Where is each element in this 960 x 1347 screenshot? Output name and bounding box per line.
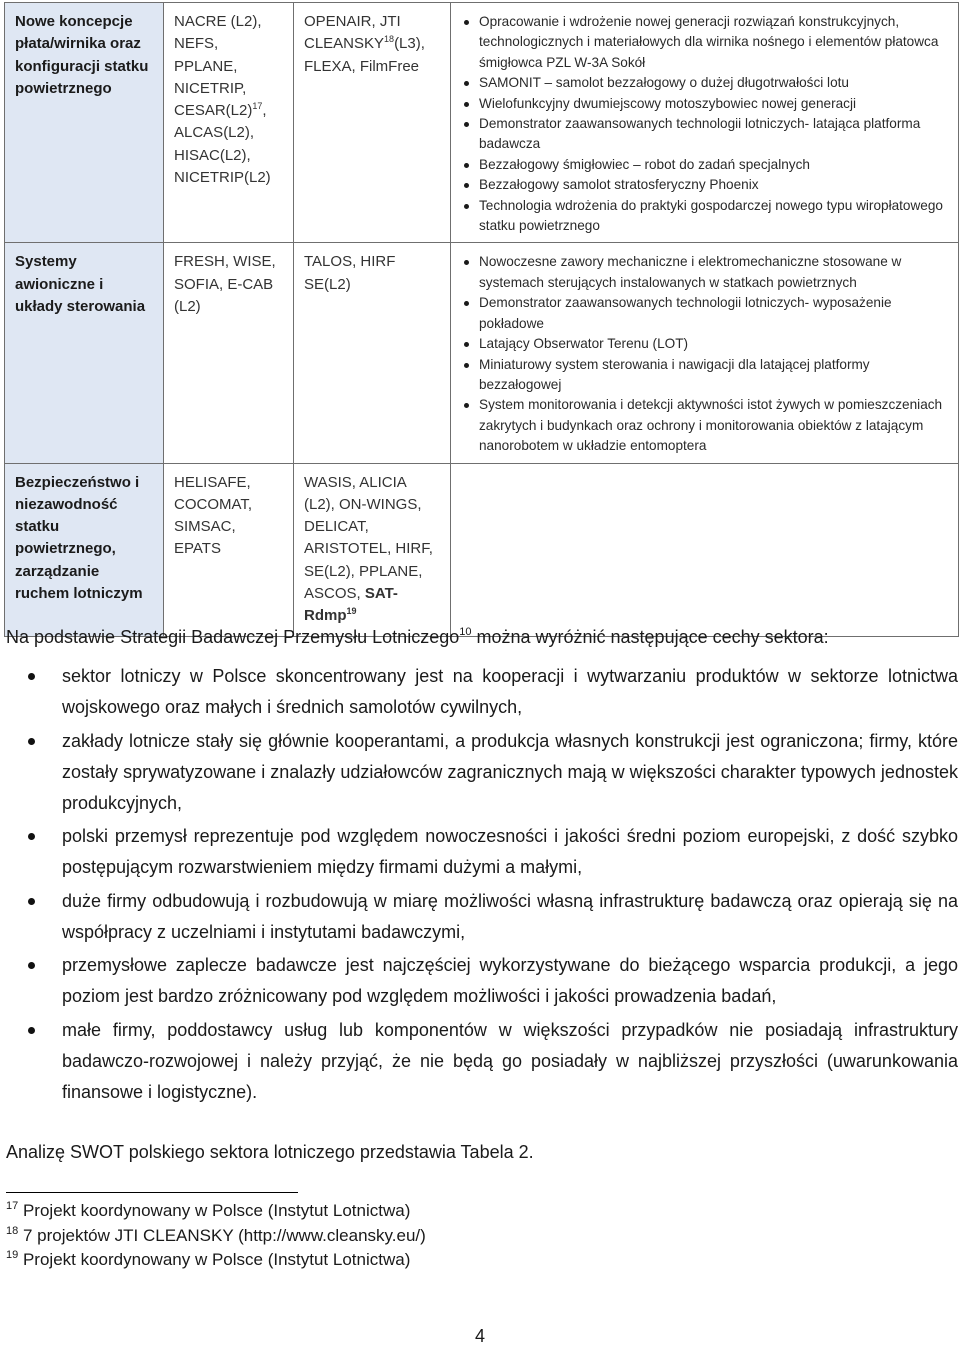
list-item: Technologia wdrożenia do praktyki gospodarczej nowego typu wiropłatowego statku powietrznego: [461, 196, 952, 237]
list-item: Wielofunkcyjny dwumiejscowy motoszybowiec nowej generacji: [461, 94, 952, 114]
list-item: małe firmy, poddostawcy usług lub komponentów w większości przypadków nie posiadają infrastruktury badawczo-rozwojowej i należy przyjąć, że nie będą go posiadały w najbliższej przyszłości (uwarunkowania finansowe i logistyczne).: [6, 1015, 958, 1108]
footnotes: [6, 1199, 906, 1273]
list-item: duże firmy odbudowują i rozbudowują w miarę możliwości własną infrastrukturę badawczą oraz opierają się na współpracy z uczelniami i instytutami badawczymi,: [6, 886, 958, 948]
footnote: $^{18}$ 7 projektów JTI CLEANSKY (http://www.cleansky.eu/): [6, 1224, 426, 1245]
national-projects-cell: [451, 3, 959, 243]
list-item: sektor lotniczy w Polsce skoncentrowany jest na kooperacji i wytwarzaniu produktów w sektorze lotnictwa wojskowego oraz małych i średnich samolotów cywilnych,: [6, 661, 958, 723]
sector-features-list: [6, 661, 958, 1110]
list-item: zakłady lotnicze stały się głównie kooperantami, a produkcja własnych konstrukcji jest ograniczona; firmy, które zostały sprywatyzowane i znalazły udziałowców zagranicznych mają w większości charakter typowych jednostek produkcyjnych,: [6, 726, 958, 819]
footnote-ref: 17: [252, 101, 263, 112]
list-item: Miniaturowy system sterowania i nawigacji dla latającej platformy bezzałogowej: [461, 355, 952, 396]
eu-projects-cell: NACRE (L2), NEFS, PPLANE, NICETRIP, $CESAR(L2)^{17}$, ALCAS(L2), HISAC(L2), NICETRIP(L2): [164, 3, 294, 243]
eu-projects-cell: WASIS, ALICIA (L2), ON-WINGS, DELICAT, ARISTOTEL, HIRF, SE(L2), PPLANE, ASCOS, SAT-Rdmp$^{19}$: [294, 463, 451, 636]
page-number: 4: [474, 1326, 485, 1346]
list-item: polski przemysł reprezentuje pod względem nowoczesności i jakości średni poziom europejski, z dość szybko postępującym rozwarstwieniem między firmami dużymi a małymi,: [6, 821, 958, 883]
table-row: [5, 463, 959, 636]
footnote-separator: [6, 1192, 298, 1193]
table-row: [5, 243, 959, 463]
area-cell: Bezpieczeństwo i niezawodność statku powietrznego, zarządzanie ruchem lotniczym: [5, 463, 164, 636]
footnote: $^{19}$ Projekt koordynowany w Polsce (Instytut Lotnictwa): [6, 1249, 411, 1269]
list-item: Opracowanie i wdrożenie nowej generacji rozwiązań konstrukcyjnych, technologicznych i materiałowych dla wirnika nośnego i elementów płatowca śmigłowca PZL W-3A Sokół: [461, 12, 952, 73]
footnote: $^{17}$ Projekt koordynowany w Polsce (Instytut Lotnictwa): [6, 1200, 411, 1220]
national-projects-cell: [451, 243, 959, 463]
list-item: Demonstrator zaawansowanych technologii lotniczych- latająca platforma badawcza: [461, 114, 952, 155]
eu-projects-cell: HELISAFE, COCOMAT, SIMSAC, EPATS: [164, 463, 294, 636]
area-cell: Nowe koncepcje płata/wirnika oraz konfiguracji statku powietrznego: [5, 3, 164, 243]
list-item: przemysłowe zaplecze badawcze jest najczęściej wykorzystywane do bieżącego wsparcia produkcji, a jego poziom jest bardzo zróżnicowany pod względem możliwości i jakości prowadzenia badań,: [6, 950, 958, 1012]
list-item: System monitorowania i detekcji aktywności istot żywych w pomieszczeniach zakrytych i budynkach oraz ochrony i monitorowania obiektów z latającym nanorobotem w układzie entomoptera: [461, 395, 952, 456]
eu-projects-cell: TALOS, HIRF SE(L2): [294, 243, 451, 463]
list-item: Bezzałogowy samolot stratosferyczny Phoenix: [461, 175, 952, 195]
list-item: Bezzałogowy śmigłowiec – robot do zadań specjalnych: [461, 155, 952, 175]
list-item: Latający Obserwator Terenu (LOT): [461, 334, 952, 354]
national-projects-cell: [451, 463, 959, 636]
footnote-ref: 19: [346, 606, 357, 617]
eu-projects-cell: FRESH, WISE, SOFIA, E-CAB (L2): [164, 243, 294, 463]
footnote-ref: 18: [384, 34, 395, 45]
area-cell: Systemy awioniczne i układy sterowania: [5, 243, 164, 463]
closing-paragraph: Analizę SWOT polskiego sektora lotniczego przedstawia Tabela 2.: [6, 1142, 534, 1162]
intro-paragraph: Na podstawie Strategii Badawczej Przemysłu Lotniczego$^{10}$ można wyróżnić następujące cechy sektora:: [6, 626, 829, 647]
table-row: [5, 3, 959, 243]
eu-projects-cell: OPENAIR, JTI CLEANSKY$^{18}$(L3), FLEXA, FilmFree: [294, 3, 451, 243]
programs-table: [4, 2, 959, 637]
list-item: Demonstrator zaawansowanych technologii lotniczych- wyposażenie pokładowe: [461, 293, 952, 334]
footnote-ref: 10: [459, 626, 472, 638]
list-item: Nowoczesne zawory mechaniczne i elektromechaniczne stosowane w systemach sterujących instalowanych w statkach powietrznych: [461, 252, 952, 293]
list-item: SAMONIT – samolot bezzałogowy o dużej długotrwałości lotu: [461, 73, 952, 93]
